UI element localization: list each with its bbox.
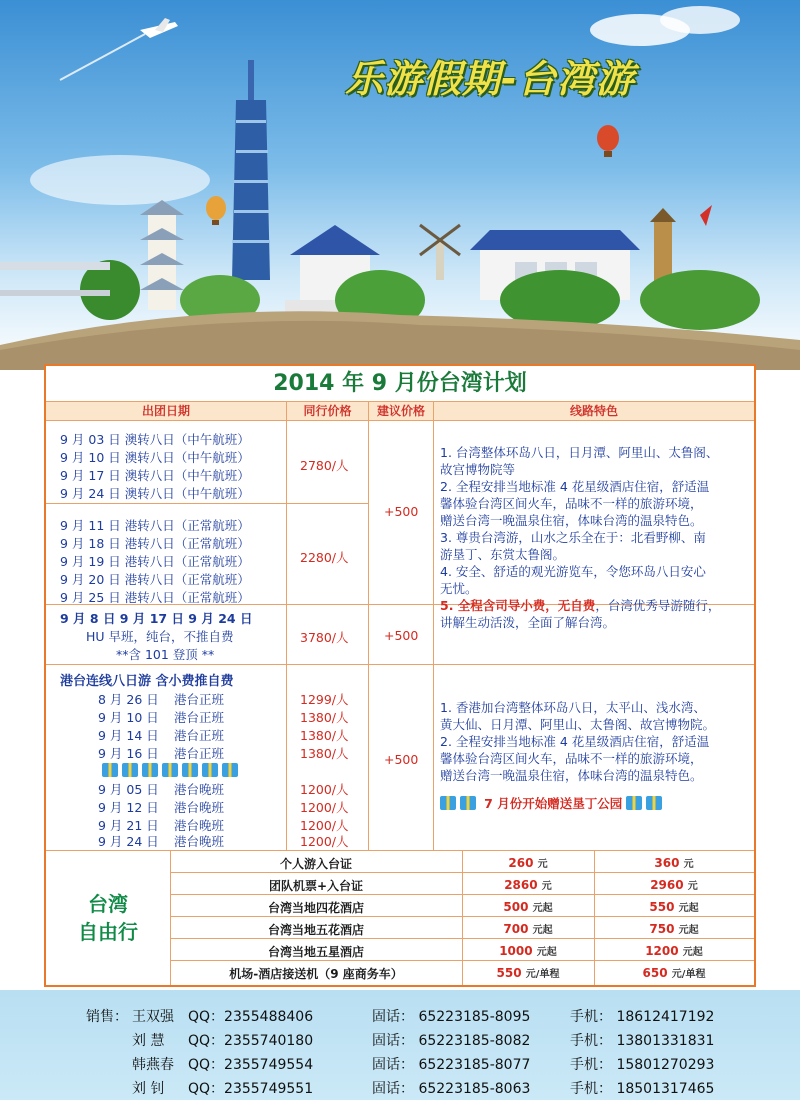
header-features: 线路特色 <box>434 402 754 420</box>
price-unit: 元起 <box>536 947 557 958</box>
price-unit: 元 <box>683 859 694 870</box>
group4-date: 9 月 16 日 <box>98 746 159 761</box>
price-unit: 元 <box>541 881 552 892</box>
group3-price: 3780/人 <box>300 630 349 645</box>
group2-row: 9 月 18 日 港转八日（正常航班） <box>60 536 250 551</box>
feature-5-highlight: 5. 全程含司导小费，无自费 <box>440 598 596 613</box>
group4-name: 港台正班 <box>174 746 225 761</box>
gift-row <box>102 762 242 777</box>
feature-line: 1. 台湾整体环岛八日，日月潭、阿里山、太鲁阁、 <box>440 445 719 460</box>
price-value: 500 <box>503 900 529 914</box>
contact-footer <box>0 990 800 1100</box>
gift-box-icon <box>202 763 218 777</box>
feature-line: 1. 香港加台湾整体环岛八日，太平山、浅水湾、 <box>440 700 706 715</box>
feature-line: 赠送台湾一晚温泉住宿，体味台湾的温泉特色。 <box>440 513 703 528</box>
promo-text: 7 月份开始赠送垦丁公园 <box>484 796 623 811</box>
hero-banner <box>0 0 800 370</box>
price-unit: 元 <box>537 859 548 870</box>
contact-qq: QQ：2355749551 <box>188 1081 314 1097</box>
promo-row <box>440 794 666 812</box>
price-unit: 元起 <box>682 947 703 958</box>
airplane-icon <box>60 18 178 80</box>
contact-mobile: 手机： 18501317465 <box>570 1081 715 1097</box>
hot-air-balloon-icon <box>597 125 619 157</box>
contact-tel: 固话： 65223185-8077 <box>372 1057 531 1073</box>
free-item: 台湾当地五星酒店 <box>267 945 364 959</box>
feature-line: 无忧。 <box>440 581 478 596</box>
sales-label: 销售： <box>86 1009 128 1025</box>
group4-date: 8 月 26 日 <box>98 692 159 707</box>
group4-name: 港台晚班 <box>174 818 225 833</box>
group2-row: 9 月 25 日 港转八日（正常航班） <box>60 590 250 605</box>
gift-box-icon <box>122 763 138 777</box>
free-travel-title-1: 台湾 <box>88 892 128 916</box>
group4-name: 港台晚班 <box>174 782 225 797</box>
free-travel-title-2: 自由行 <box>78 920 138 944</box>
banner-title: 乐游假期-台湾游 <box>345 57 635 101</box>
gift-box-icon <box>222 763 238 777</box>
kite-icon <box>700 205 712 226</box>
group3-dates: 9 月 8 日 9 月 17 日 9 月 24 日 <box>60 611 253 626</box>
free-price-2 <box>594 855 754 870</box>
price-value: 2860 <box>504 878 538 892</box>
group4-name: 港台正班 <box>174 728 225 743</box>
feature-line: 讲解生动活泼，全面了解台湾。 <box>440 615 616 630</box>
group3-desc: HU 早班，纯台，不推自费 <box>86 629 234 644</box>
group12-suggest: +500 <box>384 504 419 519</box>
group4-date: 9 月 14 日 <box>98 728 159 743</box>
group1-row: 9 月 17 日 澳转八日（中午航班） <box>60 468 250 483</box>
group4-name: 港台正班 <box>174 710 225 725</box>
group4-price: 1380/人 <box>300 746 349 761</box>
contact-qq: QQ：2355740180 <box>188 1033 314 1049</box>
price-value: 260 <box>508 856 534 870</box>
free-price-2 <box>594 965 754 980</box>
free-price-2 <box>594 943 754 958</box>
free-price-1 <box>462 921 594 936</box>
features-list-2 <box>440 699 752 784</box>
group2-row: 9 月 11 日 港转八日（正常航班） <box>60 518 250 533</box>
plan-title: 2014 年 9 月份台湾计划 <box>273 371 527 396</box>
feature-line: 3. 尊贵台湾游，山水之乐全在于：北看野柳、南 <box>440 530 706 545</box>
group3-note: **含 101 登顶 ** <box>116 647 215 662</box>
contact-qq: QQ：2355488406 <box>188 1009 314 1025</box>
feature-line: 4. 安全、舒适的观光游览车，令您环岛八日安心 <box>440 564 706 579</box>
group1-row: 9 月 24 日 澳转八日（中午航班） <box>60 486 250 501</box>
contact-name: 韩燕春 <box>132 1057 174 1073</box>
price-unit: 元/单程 <box>671 969 706 980</box>
free-price-1 <box>462 943 594 958</box>
gift-box-icon <box>162 763 178 777</box>
gift-box-icon <box>440 796 456 810</box>
group4-suggest: +500 <box>384 752 419 767</box>
feature-5-rest: ，台湾优秀导游随行， <box>595 598 721 613</box>
price-value: 550 <box>649 900 675 914</box>
free-price-2 <box>594 899 754 914</box>
free-price-1 <box>462 965 594 980</box>
gift-box-icon <box>646 796 662 810</box>
header-suggest-price: 建议价格 <box>369 402 433 420</box>
group2-price: 2280/人 <box>300 550 349 565</box>
group4-price: 1380/人 <box>300 728 349 743</box>
free-price-1 <box>462 855 594 870</box>
gift-box-icon <box>182 763 198 777</box>
feature-line: 2. 全程安排当地标准 4 花星级酒店住宿，舒适温 <box>440 734 710 749</box>
group4-price: 1299/人 <box>300 692 349 707</box>
taipei-101-icon <box>232 60 270 280</box>
group4-price: 1200/人 <box>300 834 349 849</box>
pagoda-icon <box>140 200 184 310</box>
free-price-1 <box>462 877 594 892</box>
contact-mobile: 手机： 15801270293 <box>570 1057 715 1073</box>
group4-name: 港台晚班 <box>174 834 225 849</box>
feature-line: 黄大仙、日月潭、阿里山、太鲁阁、故宫博物院。 <box>440 717 716 732</box>
windmill-icon <box>420 225 460 280</box>
contact-name: 刘 钊 <box>132 1081 165 1097</box>
feature-line: 馨体验台湾区间火车，品味不一样的旅游环境， <box>440 751 703 766</box>
group4-price: 1200/人 <box>300 818 349 833</box>
free-price-1 <box>462 899 594 914</box>
contact-mobile: 手机： 13801331831 <box>570 1033 715 1049</box>
gift-box-icon <box>142 763 158 777</box>
free-item: 机场-酒店接送机（9 座商务车） <box>229 967 403 981</box>
contact-tel: 固话： 65223185-8063 <box>372 1081 531 1097</box>
header-date: 出团日期 <box>46 402 286 420</box>
group4-name: 港台正班 <box>174 692 225 707</box>
gift-box-icon <box>626 796 642 810</box>
feature-line: 馨体验台湾区间火车，品味不一样的旅游环境， <box>440 496 703 511</box>
price-unit: 元 <box>687 881 698 892</box>
group1-row: 9 月 03 日 澳转八日（中午航班） <box>60 432 250 447</box>
feature-line: 2. 全程安排当地标准 4 花星级酒店住宿，舒适温 <box>440 479 710 494</box>
group4-date: 9 月 05 日 <box>98 782 159 797</box>
group4-date: 9 月 24 日 <box>98 834 159 849</box>
group4-date: 9 月 10 日 <box>98 710 159 725</box>
header-peer-price: 同行价格 <box>287 402 368 420</box>
group2-row: 9 月 19 日 港转八日（正常航班） <box>60 554 250 569</box>
price-value: 700 <box>503 922 529 936</box>
price-value: 2960 <box>650 878 684 892</box>
price-value: 1000 <box>499 944 533 958</box>
feature-line: 游垦丁、东赏太鲁阁。 <box>440 547 566 562</box>
group4-date: 9 月 21 日 <box>98 818 159 833</box>
price-value: 650 <box>642 966 668 980</box>
contact-mobile: 手机： 18612417192 <box>570 1009 715 1025</box>
group4-price: 1380/人 <box>300 710 349 725</box>
group3-suggest: +500 <box>384 628 419 643</box>
contact-qq: QQ：2355749554 <box>188 1057 314 1073</box>
group4-price: 1200/人 <box>300 800 349 815</box>
price-unit: 元起 <box>532 925 553 936</box>
group2-row: 9 月 20 日 港转八日（正常航班） <box>60 572 250 587</box>
free-price-2 <box>594 877 754 892</box>
hot-air-balloon-icon <box>206 196 226 225</box>
free-price-2 <box>594 921 754 936</box>
group1-price: 2780/人 <box>300 458 349 473</box>
group4-title: 港台连线八日游 含小费推自费 <box>60 674 234 689</box>
feature-line: 故宫博物院等 <box>440 462 516 477</box>
feature-line: 赠送台湾一晚温泉住宿，体味台湾的温泉特色。 <box>440 768 703 783</box>
price-unit: 元起 <box>678 903 699 914</box>
group4-date: 9 月 12 日 <box>98 800 159 815</box>
free-item: 团队机票+入台证 <box>268 879 364 893</box>
contact-name: 王双强 <box>132 1009 174 1025</box>
contact-name: 刘 慧 <box>132 1033 165 1049</box>
price-unit: 元起 <box>532 903 553 914</box>
gift-box-icon <box>460 796 476 810</box>
free-item: 台湾当地四花酒店 <box>267 901 364 915</box>
group1-row: 9 月 10 日 澳转八日（中午航班） <box>60 450 250 465</box>
contact-tel: 固话： 65223185-8082 <box>372 1033 531 1049</box>
price-unit: 元/单程 <box>525 969 560 980</box>
free-item: 个人游入台证 <box>279 857 352 871</box>
price-value: 750 <box>649 922 675 936</box>
gift-box-icon <box>102 763 118 777</box>
plan-panel <box>44 364 756 987</box>
price-unit: 元起 <box>678 925 699 936</box>
price-value: 360 <box>654 856 680 870</box>
features-list-1 <box>440 444 752 631</box>
group4-price: 1200/人 <box>300 782 349 797</box>
price-value: 550 <box>496 966 522 980</box>
price-value: 1200 <box>645 944 679 958</box>
free-item: 台湾当地五花酒店 <box>267 923 364 937</box>
contact-tel: 固话： 65223185-8095 <box>372 1009 531 1025</box>
group4-name: 港台晚班 <box>174 800 225 815</box>
